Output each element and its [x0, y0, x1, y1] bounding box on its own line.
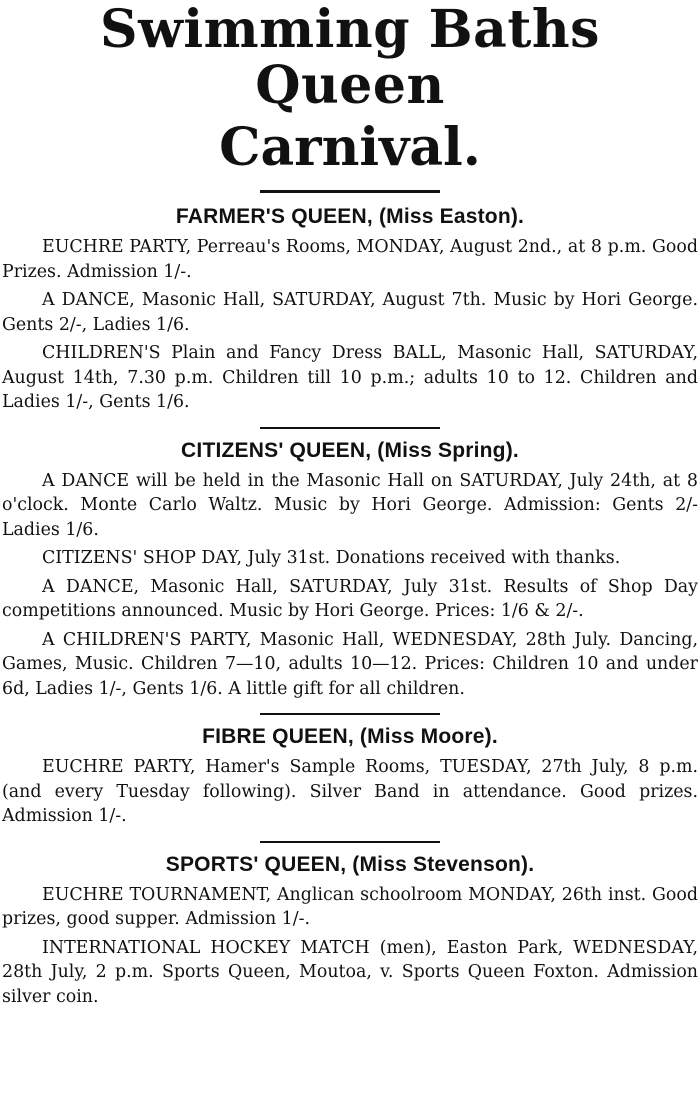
page-title	[0, 0, 700, 179]
paragraph: EUCHRE TOURNAMENT, Anglican schoolroom MONDAY, 26th inst. Good prizes, good supper. Admission 1/-.	[2, 884, 698, 930]
paragraph: INTERNATIONAL HOCKEY MATCH (men), Easton Park, WEDNESDAY, 28th July, 2 p.m. Sports Queen, Moutoa, v. Sports Queen Foxton. Admission silver coin.	[2, 937, 698, 1007]
title-line-1: Swimming Baths Queen	[100, 0, 600, 117]
section-heading: SPORTS' QUEEN, (Miss Stevenson).	[165, 852, 535, 876]
section-farmers-queen	[0, 205, 700, 415]
paragraph: A CHILDREN'S PARTY, Masonic Hall, WEDNESDAY, 28th July. Dancing, Games, Music. Children 7—10, adults 10—12. Prices: Children 10 and under 6d, Ladies 1/-, Gents 1/6. A little gift for all children.	[2, 629, 698, 699]
section-sports-queen	[0, 853, 700, 1010]
divider-rule	[260, 841, 440, 843]
paragraph: A DANCE will be held in the Masonic Hall on SATURDAY, July 24th, at 8 o'clock. Monte Carlo Waltz. Music by Hori George. Admission: Gents 2/- Ladies 1/6.	[2, 470, 698, 540]
section-heading: CITIZENS' QUEEN, (Miss Spring).	[181, 438, 519, 462]
divider-rule	[260, 190, 440, 193]
paragraph: A DANCE, Masonic Hall, SATURDAY, July 31st. Results of Shop Day competitions announced. Music by Hori George. Prices: 1/6 & 2/-.	[2, 576, 698, 622]
paragraph: A DANCE, Masonic Hall, SATURDAY, August 7th. Music by Hori George. Gents 2/-, Ladies 1/6.	[2, 290, 698, 335]
paragraph: CHILDREN'S Plain and Fancy Dress BALL, Masonic Hall, SATURDAY, August 14th, 7.30 p.m. Children till 10 p.m.; adults 10 to 12. Children and Ladies 1/-, Gents 1/6.	[2, 343, 698, 413]
divider-rule	[260, 427, 440, 429]
paragraph: CITIZENS' SHOP DAY, July 31st. Donations received with thanks.	[42, 548, 621, 569]
section-fibre-queen	[0, 725, 700, 829]
section-heading: FIBRE QUEEN, (Miss Moore).	[202, 725, 498, 749]
title-line-2: Carnival.	[219, 117, 481, 179]
paragraph: EUCHRE PARTY, Hamer's Sample Rooms, TUESDAY, 27th July, 8 p.m. (and every Tuesday following). Silver Band in attendance. Good prizes. Admission 1/-.	[2, 757, 698, 827]
section-citizens-queen	[0, 439, 700, 702]
paragraph: EUCHRE PARTY, Perreau's Rooms, MONDAY, August 2nd., at 8 p.m. Good Prizes. Admission 1/-.	[2, 237, 698, 282]
section-heading: FARMER'S QUEEN, (Miss Easton).	[175, 205, 525, 229]
divider-rule	[260, 713, 440, 715]
